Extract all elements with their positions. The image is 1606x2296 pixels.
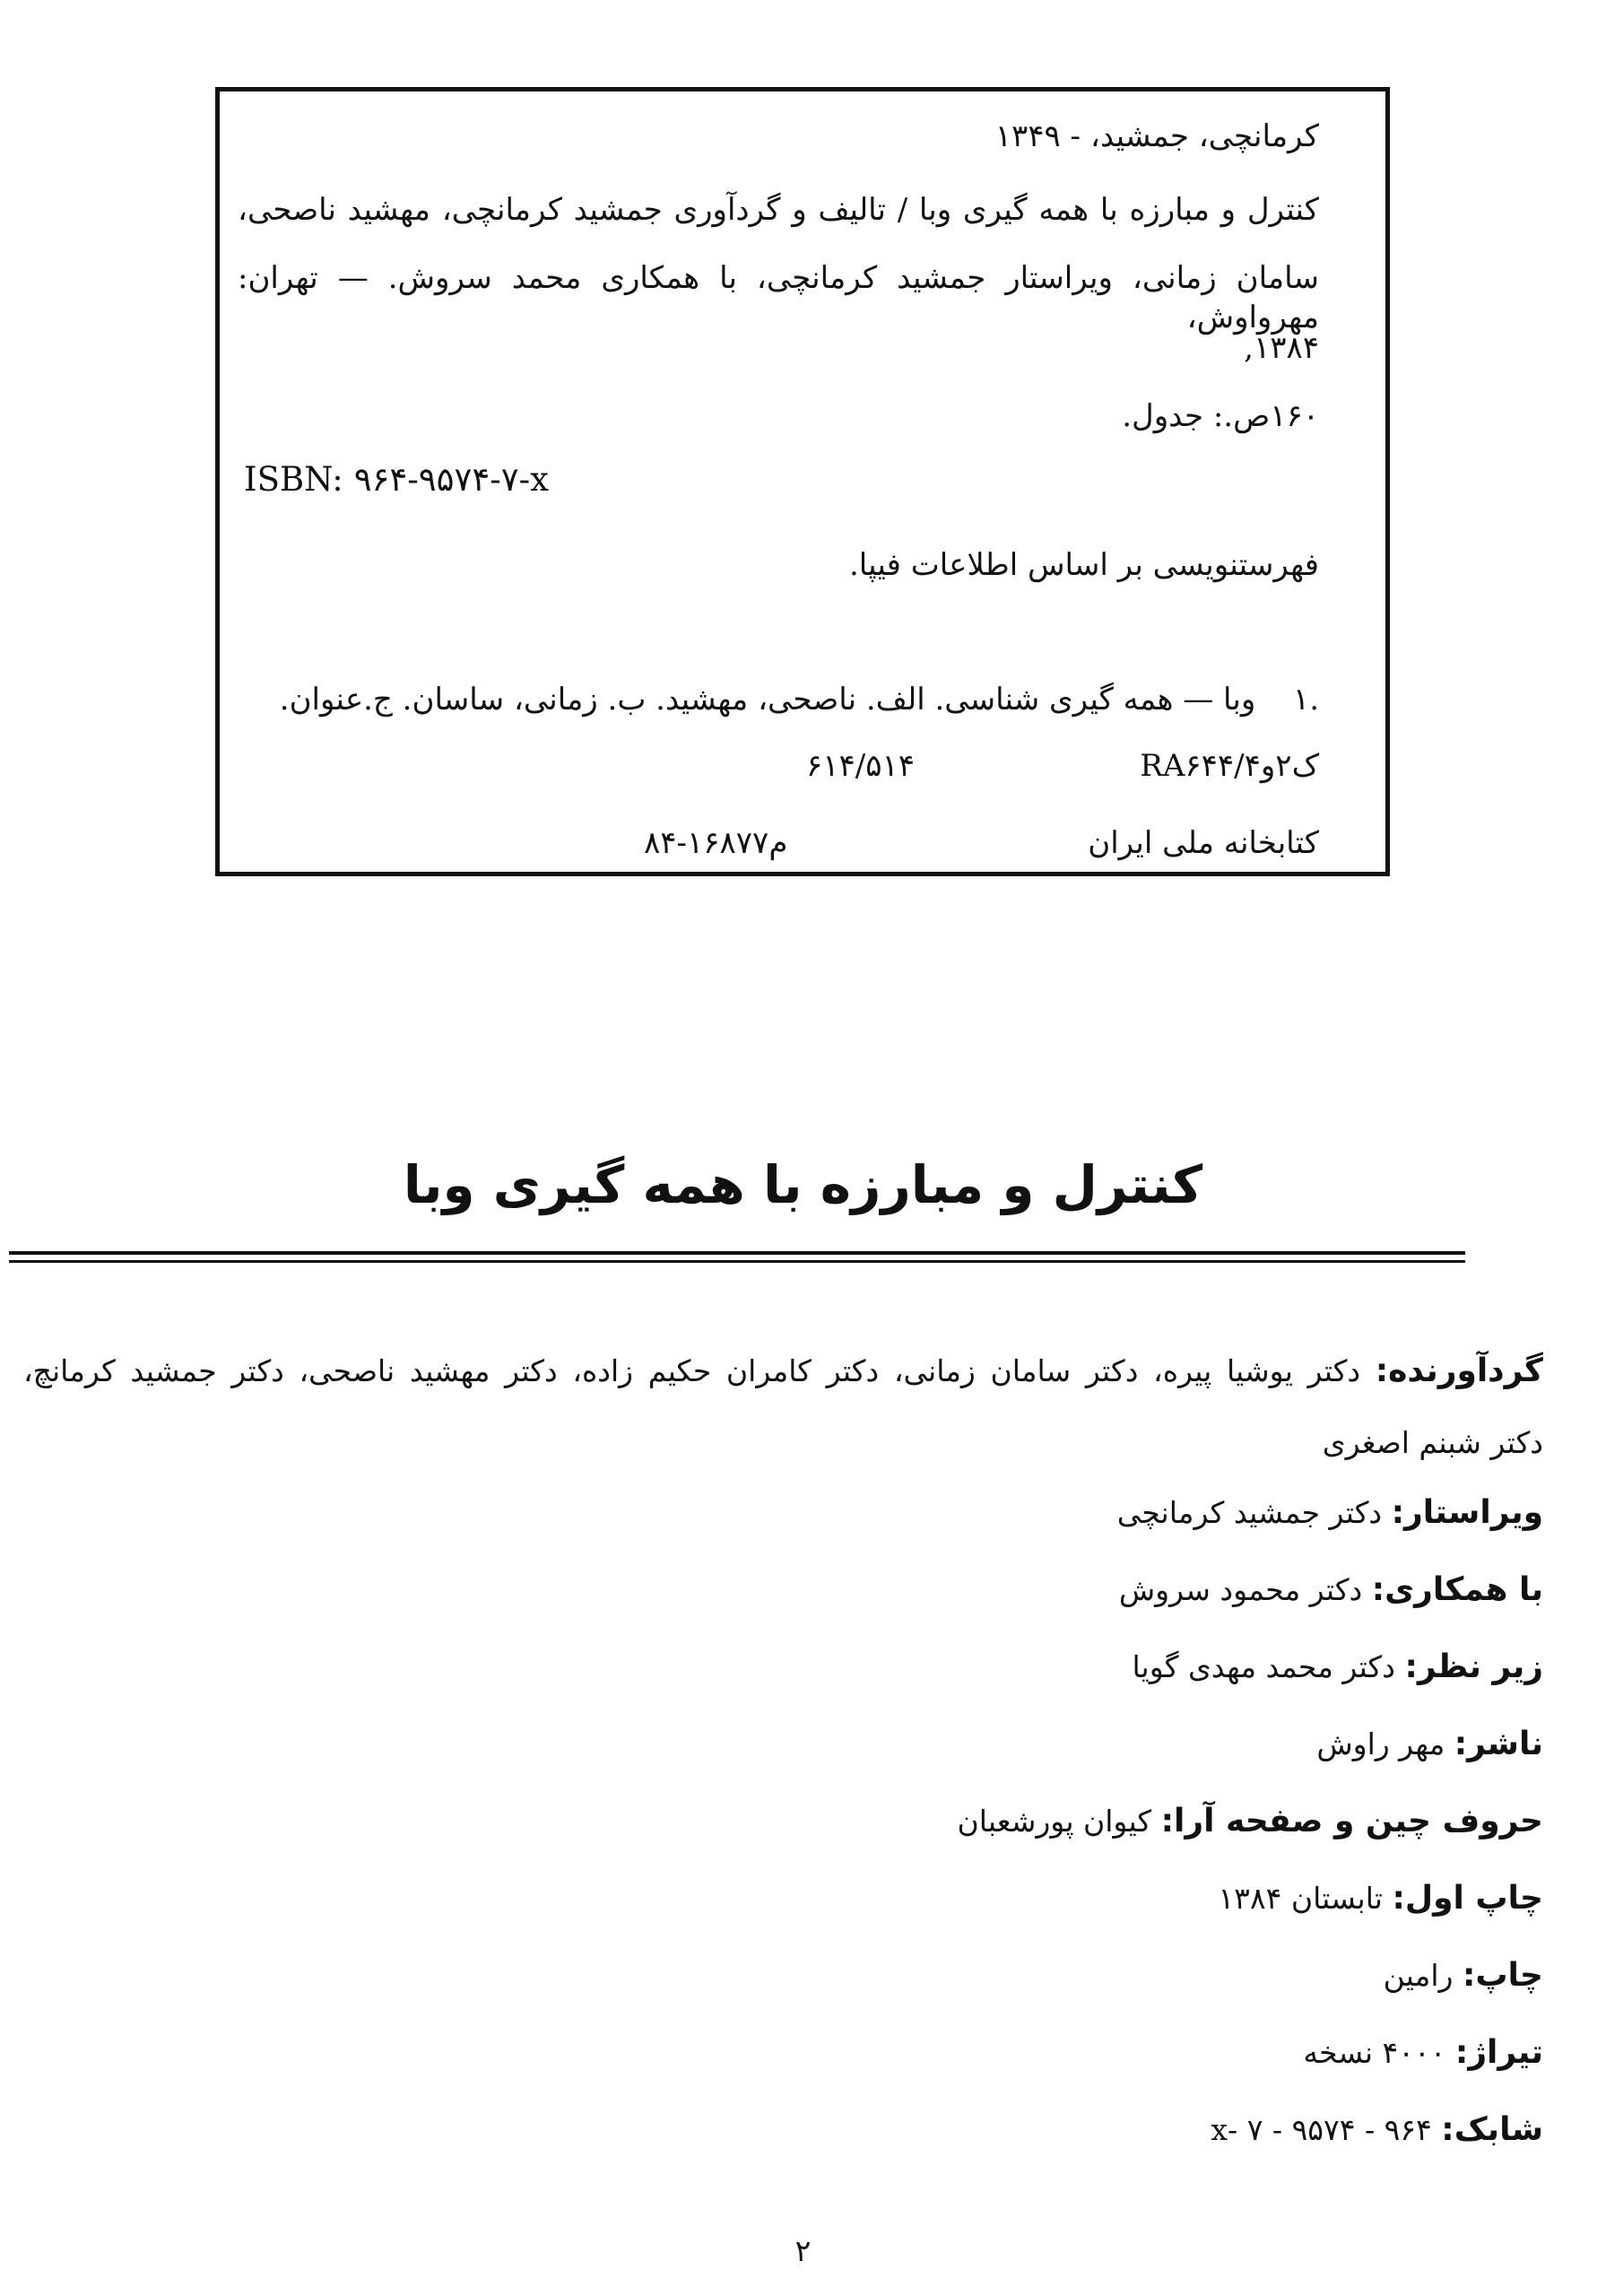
- credit-collaboration: [1119, 1570, 1543, 1611]
- editor-label: ویراستار:: [1391, 1494, 1543, 1531]
- cip-title-line-1: کنترل و مبارزه با همه گیری وبا / تالیف و گردآوری جمشید کرمانچی، مهشید ناصحی،: [238, 192, 1319, 228]
- cip-subject-number: .۱: [1292, 682, 1319, 718]
- collaboration-value: دکتر محمود سروش: [1118, 1572, 1363, 1607]
- compiler-value-line-1: دکتر یوشیا پیره، دکتر سامان زمانی، دکتر کامران حکیم زاده، دکتر مهشید ناصحی، دکتر جمشید کرمانچ،: [23, 1353, 1361, 1388]
- credit-isbn-label: شابک:: [1441, 2111, 1543, 2148]
- print-value: رامین: [1383, 1958, 1454, 1993]
- cip-lc-class: RA۶۴۴/۴ک۲و: [1140, 748, 1319, 784]
- credit-typesetting: [958, 1801, 1543, 1842]
- supervision-value: دکتر محمد مهدی گویا: [1132, 1649, 1395, 1684]
- supervision-label: زیر نظر:: [1404, 1648, 1543, 1685]
- publisher-value: مهر راوش: [1316, 1726, 1445, 1761]
- cip-isbn-label: ISBN:: [244, 460, 343, 499]
- collaboration-label: با همکاری:: [1371, 1571, 1543, 1608]
- credit-first-edition: [1218, 1878, 1543, 1919]
- credit-print: [1384, 1955, 1543, 1996]
- compiler-value-line-2: دکتر شبنم اصغری: [1322, 1425, 1543, 1460]
- cip-year-line: ۱۳۸۴,: [1244, 330, 1319, 366]
- compiler-label: گردآورنده:: [1375, 1352, 1543, 1389]
- publisher-label: ناشر:: [1454, 1726, 1543, 1762]
- credit-editor: [1117, 1492, 1543, 1534]
- cip-isbn-value: ۹۶۴-۹۵۷۴-۷-x: [353, 460, 550, 499]
- cataloging-in-publication-box: [215, 87, 1390, 876]
- cip-author-line: کرمانچی، جمشید، - ۱۳۴۹: [994, 118, 1319, 154]
- cip-dewey-class: ۶۱۴/۵۱۴: [806, 748, 916, 784]
- credit-circulation: [1303, 2032, 1543, 2074]
- cip-title-line-2: سامان زمانی، ویراستار جمشید کرمانچی، با همکاری محمد سروش. — تهران: مهرواوش،: [238, 260, 1319, 335]
- cip-library-name: کتابخانه ملی ایران: [1088, 825, 1319, 861]
- circulation-value: ۴۰۰۰ نسخه: [1303, 2035, 1446, 2070]
- credit-publisher: [1316, 1724, 1543, 1765]
- cip-isbn: [244, 459, 549, 500]
- first-edition-value: تابستان ۱۳۸۴: [1218, 1881, 1383, 1916]
- cip-subject-line: [280, 680, 1319, 719]
- circulation-label: تیراژ:: [1454, 2034, 1543, 2071]
- credit-supervision: [1132, 1647, 1543, 1688]
- typesetting-label: حروف چین و صفحه آرا:: [1160, 1803, 1543, 1839]
- typesetting-value: کیوان پورشعبان: [957, 1804, 1152, 1839]
- credit-isbn-value: ۹۶۴ - ۹۵۷۴ - ۷ -x: [1211, 2112, 1432, 2147]
- print-label: چاپ:: [1462, 1957, 1543, 1994]
- book-title: کنترل و مبارزه با همه گیری وبا: [403, 1154, 1203, 1215]
- credit-compiler-line-1: [23, 1351, 1543, 1392]
- cip-library-number: ۸۴-۱۶۸۷۷م: [644, 825, 788, 861]
- cip-subject-text: وبا — همه گیری شناسی. الف. ناصحی، مهشید. ب. زمانی، ساسان. ج.عنوان.: [279, 682, 1256, 718]
- editor-value: دکتر جمشید کرمانچی: [1116, 1495, 1383, 1530]
- double-rule-divider: [9, 1251, 1465, 1263]
- cip-note-line: فهرستنویسی بر اساس اطلاعات فیپا.: [848, 547, 1319, 583]
- page-number: ۲: [794, 2233, 812, 2268]
- cip-pages-line: ۱۶۰ص.: جدول.: [1122, 398, 1319, 434]
- first-edition-label: چاپ اول:: [1392, 1880, 1543, 1917]
- credit-isbn: [1211, 2109, 1543, 2151]
